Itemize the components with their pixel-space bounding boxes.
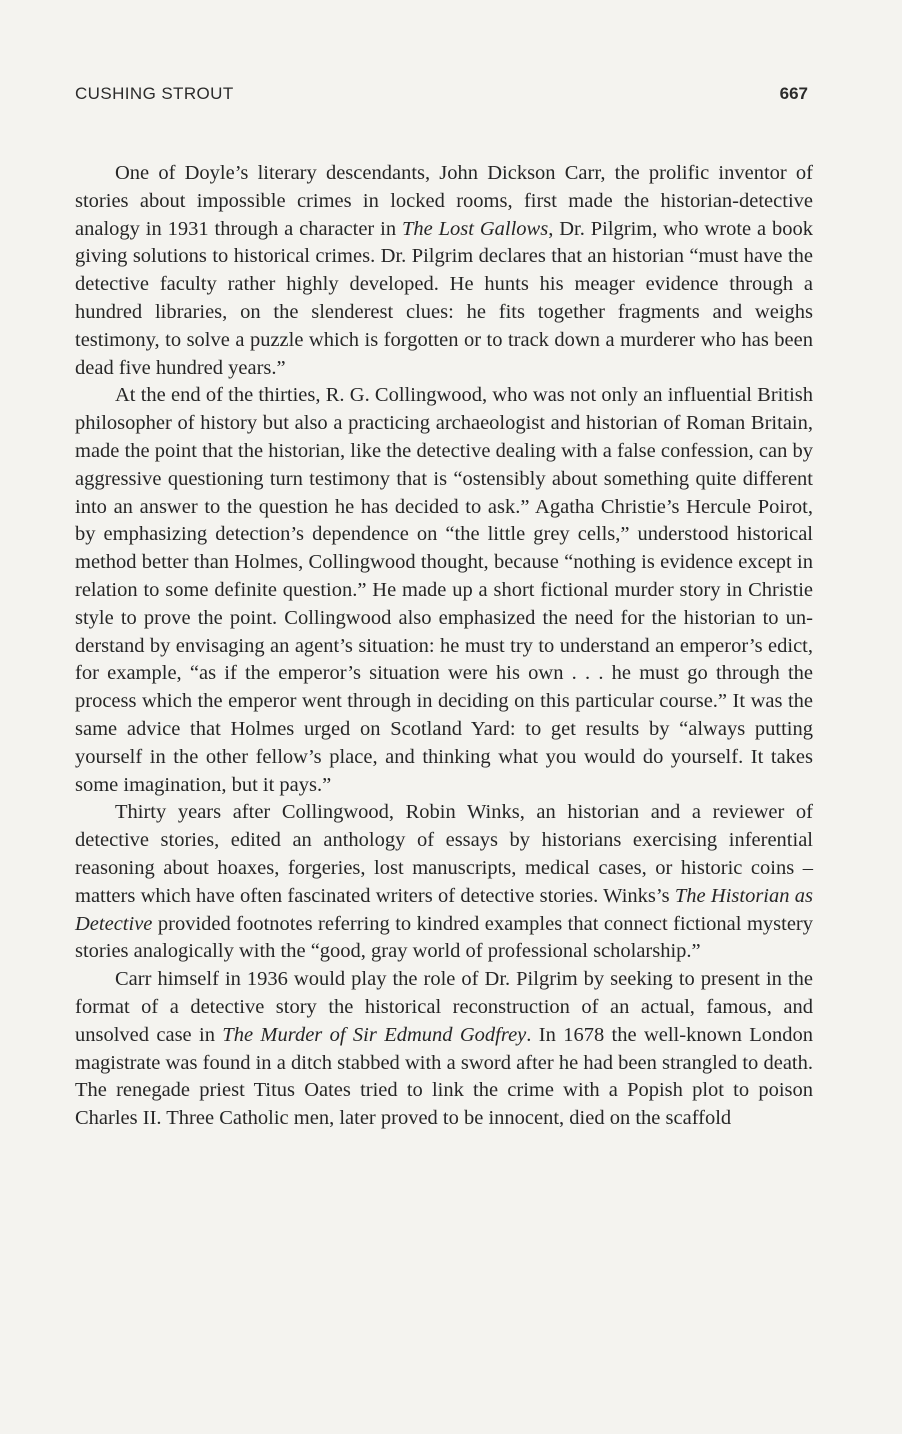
book-title: The Murder of Sir Edmund Godfrey — [222, 1023, 527, 1046]
book-title: The Historian as Detective — [75, 884, 814, 935]
paragraph — [75, 382, 813, 799]
running-head — [75, 84, 808, 108]
page-number: 667 — [779, 84, 808, 103]
paragraph — [75, 966, 813, 1133]
paragraph-text: At the end of the thirties, R. G. Collingwood, who was not only an influential British philosopher of history but also a practicing archaeologist and historian of Roman Britain, made the point that the historian, like the detective dealing with a false confession, can by aggressive questioning turn testimony that is “ostensibly about something quite different into an answer to the question he has decided to ask.” Agatha Christie’s Hercule Poirot, by emphasizing detection’s dependence on “the little grey cells,” understood historical method better than Holmes, Collingwood thought, because “nothing is evidence except in relation to some definite question.” He made up a short fictional murder story in Christie style to prove the point. Collingwood also emphasized the need for the historian to understand by envisaging an agent’s situation: he must try to understand an emperor’s edict, for example, “as if the emperor’s situation were his own . . . he must go through the process which the emperor went through in deciding on this particular course.” It was the same advice that Holmes urged on Scotland Yard: to get results by “always putting yourself in the other fellow’s place, and thinking what you would do yourself. It takes some imagination, but it pays.” — [75, 384, 813, 796]
paragraph-text: , Dr. Pilgrim, who wrote a book giving solutions to historical crimes. Dr. Pilgrim declares that an historian “must have the detective faculty rather highly developed. He hunts his meager evidence through a hundred libraries, on the slenderest clues: he fits together fragments and weighs testimony, to solve a puzzle which is forgotten or to track down a murderer who has been dead five hundred years.” — [75, 217, 813, 379]
paragraph-text: Carr himself in 1936 would play the role of Dr. Pilgrim by seeking to present in the format of a detective story the historical reconstruction of an actual, famous, and unsolved case in — [75, 968, 813, 1046]
paragraph — [75, 799, 813, 966]
body-text — [75, 160, 813, 1133]
book-title: The Lost Gallows — [401, 217, 549, 240]
paragraph-text: . In 1678 the well-known London magistrate was found in a ditch stabbed with a sword after he had been strangled to death. The renegade priest Titus Oates tried to link the crime with a Popish plot to poison Charles II. Three Catholic men, later proved to be innocent, died on the scaffold — [75, 1023, 813, 1130]
paragraph — [75, 160, 813, 382]
running-head-author: CUSHING STROUT — [75, 84, 234, 103]
paragraph-text: provided footnotes referring to kindred examples that connect fictional mystery stories analogically with the “good, gray world of professional scholarship.” — [75, 912, 813, 963]
paragraph-text: Thirty years after Collingwood, Robin Winks, an historian and a reviewer of detective stories, edited an anthology of essays by historians exercising inferential reasoning about hoaxes, forgeries, lost manuscripts, medical cases, or historic coins – matters which have often fascinated writers of detective stories. Winks’s — [75, 801, 813, 907]
paragraph-text: One of Doyle’s literary descendants, John Dickson Carr, the prolific inventor of stories about impossible crimes in locked rooms, first made the historian-detective analogy in 1931 through a character in — [75, 162, 813, 240]
